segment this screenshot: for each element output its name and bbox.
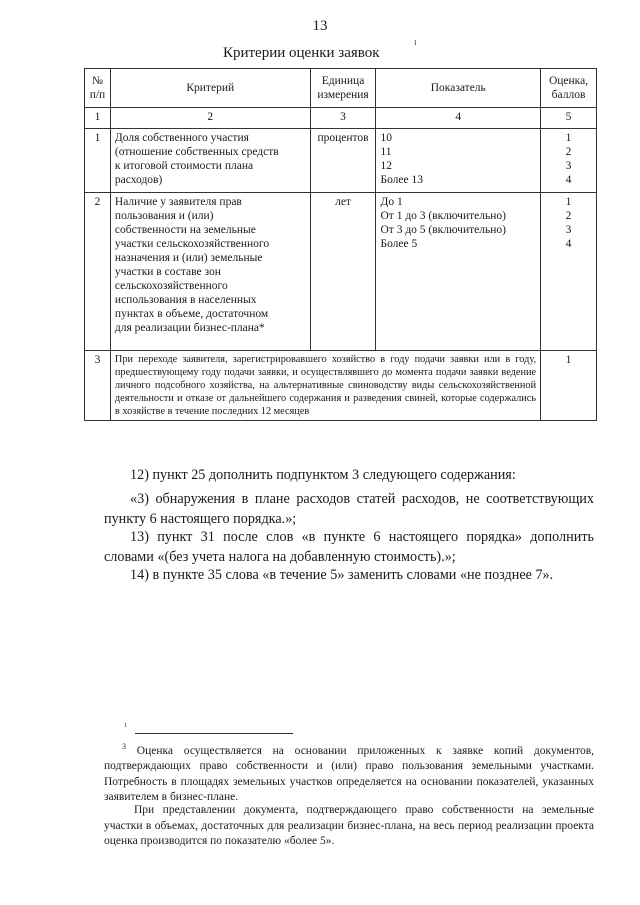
criterion-line: расходов) — [114, 174, 163, 186]
row-number: 2 — [85, 193, 111, 351]
indicator-cell — [376, 193, 541, 351]
footnote-text — [104, 739, 594, 806]
criterion-line: собственности на земельные — [114, 224, 256, 236]
column-number: 2 — [110, 108, 310, 129]
indicator-line: 11 — [380, 146, 392, 158]
score-line: 1 — [565, 132, 572, 144]
indicator-line: 10 — [380, 132, 392, 144]
score-line: 1 — [565, 196, 572, 208]
score-line: 3 — [565, 224, 572, 236]
criterion-line: участки сельскохозяйственного — [114, 238, 270, 250]
indicator-line: От 1 до 3 (включительно) — [380, 210, 506, 222]
table-row — [85, 129, 597, 193]
score-line: 2 — [565, 146, 572, 158]
criterion-line: к итоговой стоимости плана — [114, 160, 254, 172]
table-row — [85, 351, 597, 421]
amendment-paragraph: 14) в пункте 35 слова «в течение 5» заменить словами «не позднее 7». — [130, 567, 554, 583]
unit-cell: лет — [310, 193, 376, 351]
criterion-line: пунктах в объеме, достаточном — [114, 308, 269, 320]
score-line: 4 — [565, 238, 572, 250]
amendment-paragraph: 12) пункт 25 дополнить подпунктом 3 следующего содержания: — [130, 467, 516, 483]
indicator-line: До 1 — [380, 196, 403, 208]
header-criterion: Критерий — [110, 69, 310, 108]
score-line: 2 — [565, 210, 572, 222]
title-text: Критерии оценки заявок — [222, 45, 380, 61]
unit-cell: процентов — [310, 129, 376, 193]
column-number: 1 — [85, 108, 111, 129]
footnote-text-2: При представлении документа, подтверждающего право собственности на земельные участки в объемах, достаточных для реализации бизнес-плана, на весь период реализации проекта оценка производится по показателю «более 5». — [104, 804, 594, 847]
table-header-row — [85, 69, 597, 108]
header-number: № п/п — [85, 69, 111, 108]
criterion-line: участки в составе зон — [114, 266, 221, 278]
criterion-cell — [110, 129, 310, 193]
score-line: 3 — [565, 160, 572, 172]
indicator-line: Более 13 — [380, 174, 424, 186]
page-number: 13 — [312, 18, 328, 34]
score-cell: 1 — [541, 351, 597, 421]
amendment-paragraph: 13) пункт 31 после слов «в пункте 6 настоящего порядка» дополнить словами «(без учета налога на добавленную стоимость).»; — [104, 529, 594, 565]
table-row — [85, 193, 597, 351]
indicator-line: От 3 до 5 (включительно) — [380, 224, 506, 236]
score-line: 4 — [565, 174, 572, 186]
header-indicator: Показатель — [376, 69, 541, 108]
merged-criterion-cell: При переходе заявителя, зарегистрировавшего хозяйство в году подачи заявки или в году, предшествующему году подачи заявки, и осуществлявшего до момента подачи заявки ведение личного подсобного хозяйства, на альтернативные свиноводству виды сельскохозяйственной деятельности и отказе от дальнейшего содержания и разведения свиней, которые содержались в хозяйстве в течение последних 12 месяцев — [110, 351, 540, 421]
criterion-line: Доля собственного участия — [114, 132, 249, 144]
row-number: 3 — [85, 351, 111, 421]
criterion-line: (отношение собственных средств — [114, 146, 279, 158]
criteria-table — [84, 68, 597, 421]
footnote-text-1: Оценка осуществляется на основании приложенных к заявке копий документов, подтверждающих право собственности и (или) право пользования земельными участками. Потребность в площадях земельных участков определяется на основании показателей, указанных заявителем в бизнес-плане. — [104, 744, 595, 804]
footnote-mark: 3 — [122, 742, 126, 751]
column-number: 5 — [541, 108, 597, 129]
row-number: 1 — [85, 129, 111, 193]
footnote-separator — [135, 733, 293, 734]
page-title — [0, 39, 640, 62]
header-score: Оценка, баллов — [541, 69, 597, 108]
criterion-line: пользования и (или) — [114, 210, 214, 222]
criterion-line: для реализации бизнес-плана* — [114, 322, 265, 334]
title-footnote-mark: 1 — [413, 39, 418, 47]
footnote-separator-mark: 1 — [124, 723, 127, 729]
indicator-cell — [376, 129, 541, 193]
column-number: 4 — [376, 108, 541, 129]
score-cell — [541, 129, 597, 193]
score-cell — [541, 193, 597, 351]
column-number-row — [85, 108, 597, 129]
column-number: 3 — [310, 108, 376, 129]
criterion-line: использования в населенных — [114, 294, 257, 306]
indicator-line: Более 5 — [380, 238, 418, 250]
indicator-line: 12 — [380, 160, 392, 172]
criterion-line: сельскохозяйственного — [114, 280, 228, 292]
criterion-line: Наличие у заявителя прав — [114, 196, 242, 208]
header-unit: Единица измерения — [310, 69, 376, 108]
criterion-cell — [110, 193, 310, 351]
amendment-paragraph: «3) обнаружения в плане расходов статей расходов, не соответствующих пункту 6 настоящего порядка.»; — [104, 491, 594, 527]
criterion-line: назначения и (или) земельные — [114, 252, 263, 264]
